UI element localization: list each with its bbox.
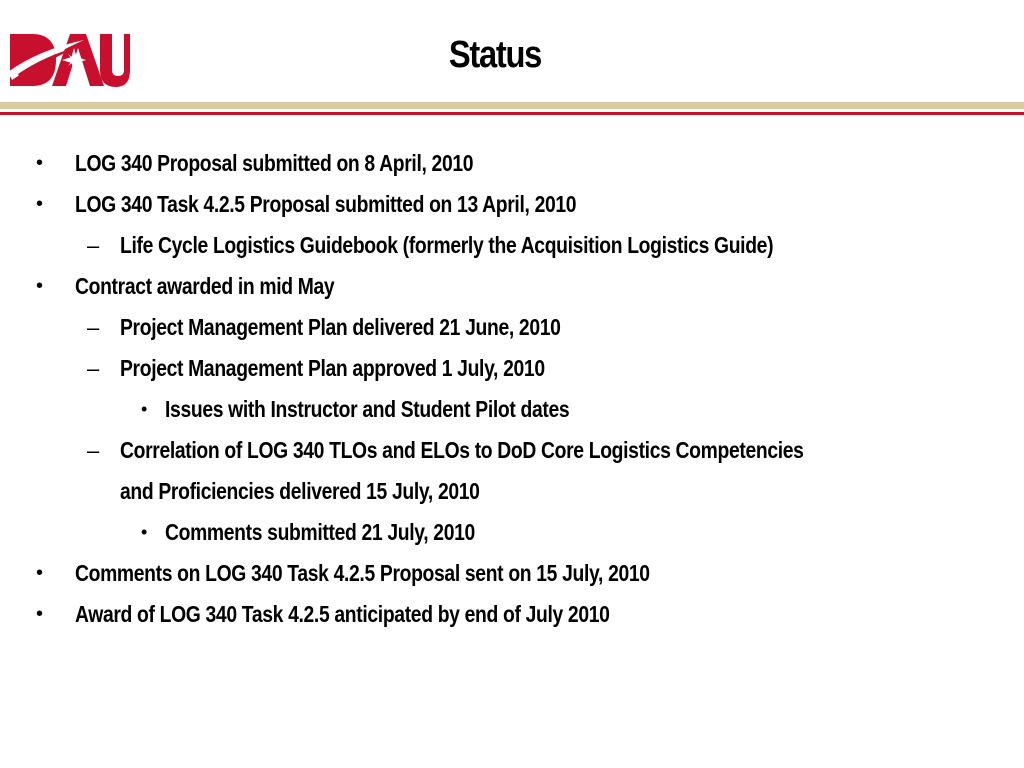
bullet-marker: • [36,275,43,297]
sub-sub-bullet-item [0,512,1024,553]
bullet-text: Award of LOG 340 Task 4.2.5 anticipated by end of July 2010 [75,601,610,627]
bullet-list [0,143,1024,635]
dash-marker: – [87,233,99,258]
sub-bullet-continuation [0,471,1024,512]
sub-sub-bullet-text: Comments submitted 21 July, 2010 [165,519,475,545]
slide-title: Status [448,34,542,76]
bullet-item [0,594,1024,635]
bullet-text: LOG 340 Task 4.2.5 Proposal submitted on 13 April, 2010 [75,191,577,217]
sub-bullet-text: Correlation of LOG 340 TLOs and ELOs to DoD Core Logistics Competencies [120,437,804,463]
bullet-text: Contract awarded in mid May [75,273,335,299]
bullet-text: LOG 340 Proposal submitted on 8 April, 2010 [75,150,474,176]
dash-marker: – [87,438,99,463]
bullet-item [0,184,1024,225]
bullet-marker: • [36,152,43,174]
bullet-marker: • [36,562,43,584]
bullet-text: Comments on LOG 340 Task 4.2.5 Proposal sent on 15 July, 2010 [75,560,650,586]
sub-bullet-text: and Proficiencies delivered 15 July, 2010 [120,478,480,504]
header-rule-red [0,112,1024,115]
sub-sub-bullet-text: Issues with Instructor and Student Pilot dates [165,396,570,422]
sub-bullet-text: Life Cycle Logistics Guidebook (formerly the Acquisition Logistics Guide) [120,232,774,258]
dash-marker: – [87,315,99,340]
bullet-marker: • [141,522,147,542]
bullet-marker: • [141,399,147,419]
bullet-item [0,266,1024,307]
dash-marker: – [87,356,99,381]
sub-sub-bullet-item [0,389,1024,430]
header-rule-tan [0,102,1024,109]
sub-bullet-text: Project Management Plan approved 1 July, 2010 [120,355,545,381]
sub-bullet-text: Project Management Plan delivered 21 June, 2010 [120,314,561,340]
sub-bullet-item [0,348,1024,389]
bullet-marker: • [36,603,43,625]
sub-bullet-item [0,307,1024,348]
sub-bullet-item [0,225,1024,266]
bullet-item [0,553,1024,594]
bullet-item [0,143,1024,184]
bullet-marker: • [36,193,43,215]
sub-bullet-item [0,430,1024,471]
